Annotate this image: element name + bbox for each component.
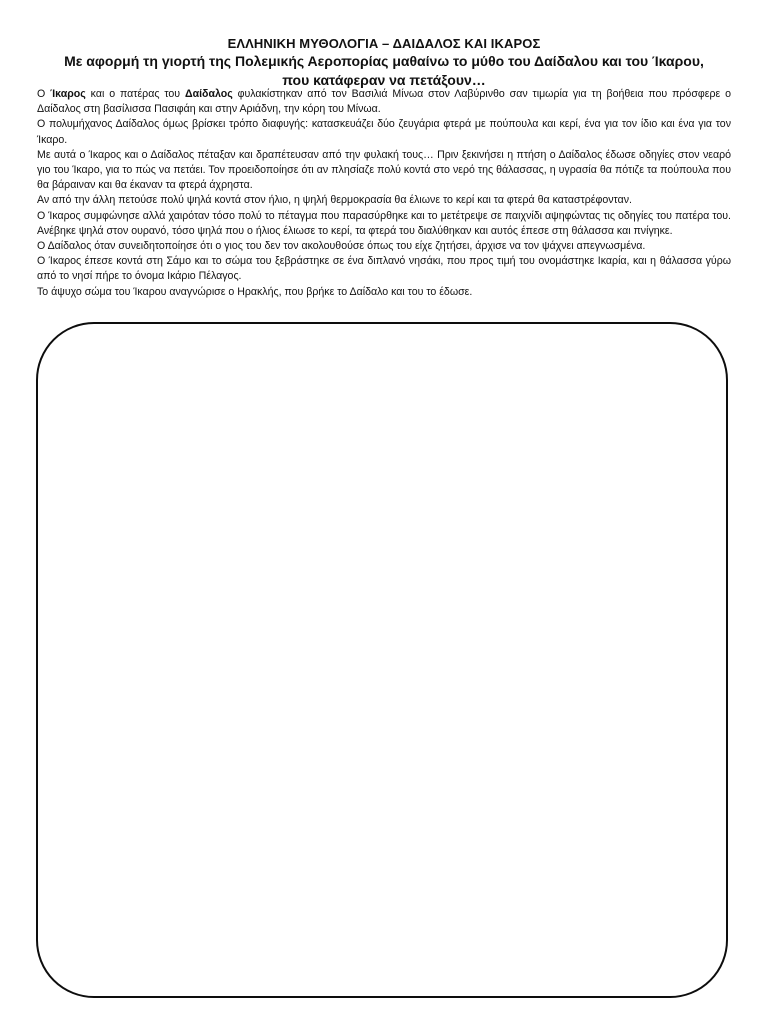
story-paragraph-5: Ο Ίκαρος συμφώνησε αλλά χαιρόταν τόσο πολύ το πέταγμα που παρασύρθηκε και το μετέτρεψε σε παιχνίδι αψηφώντας τις οδηγίες του πατέρα του. Ανέβηκε ψηλά στον ουρανό, τόσο ψηλά που ο ήλιος έλιωσε το κερί, τα φτερά του διαλύθηκαν και αυτός έπεσε στη θάλασσα και πνίγηκε.	[37, 209, 731, 237]
story-paragraph-3: Με αυτά ο Ίκαρος και ο Δαίδαλος πέταξαν και δραπέτευσαν από την φυλακή τους… Πριν ξεκινήσει η πτήση ο Δαίδαλος έδωσε οδηγίες στον νεαρό γιο του Ίκαρο, για το πώς να πετάει. Τον προειδοποίησε ότι αν πλησίαζε πολύ κοντά στο νερό της θάλασσας, η υγρασία θα πότιζε τα πούπουλα που θα βάραιναν και θα έκαναν τα φτερά άχρηστα.	[37, 148, 731, 192]
paragraph-1-rest: φυλακίστηκαν από τον Βασιλιά Μίνωα στον Λαβύρινθο σαν τιμωρία για τη βοήθεια που πρόσφερε ο Δαίδαλος στη βασίλισσα Πασιφάη και στην Αριάδνη, την κόρη του Μίνωα.	[37, 88, 731, 116]
story-paragraph-6: Ο Δαίδαλος όταν συνειδητοποίησε ότι ο γιος του δεν τον ακολουθούσε όπως του είχε ζητήσει, άρχισε να τον ψάχνει απεγνωσμένα.	[37, 240, 646, 253]
subtitle-line-2: που κατάφεραν να πετάξουν…	[282, 72, 486, 88]
name-daidalos: Δαίδαλος	[184, 88, 233, 100]
page-title: ΕΛΛΗΝΙΚΗ ΜΥΘΟΛΟΓΙΑ – ΔΑΙΔΑΛΟΣ ΚΑΙ ΙΚΑΡΟΣ	[227, 36, 541, 51]
story-paragraph-7: Ο Ίκαρος έπεσε κοντά στη Σάμο και το σώμα του ξεβράστηκε σε ένα διπλανό νησάκι, που προς τιμή του ονομάστηκε Ικαρία, και η θάλασσα γύρω από το νησί πήρε το όνομα Ικάριο Πέλαγος.	[37, 255, 731, 283]
paragraph-1-mid: και ο πατέρας του	[85, 88, 185, 100]
story-paragraph-8: Το άψυχο σώμα του Ίκαρου αναγνώρισε ο Ηρακλής, που βρήκε το Δαίδαλο και του το έδωσε.	[37, 285, 473, 298]
drawing-area-frame	[36, 322, 728, 998]
story-paragraph-4: Αν από την άλλη πετούσε πολύ ψηλά κοντά στον ήλιο, η ψηλή θερμοκρασία θα έλιωνε το κερί και τα φτερά θα καταστρέφονταν.	[37, 194, 632, 207]
story-paragraph-1	[37, 87, 731, 117]
subtitle-line-1: Με αφορμή τη γιορτή της Πολεμικής Αεροπορίας μαθαίνω το μύθο του Δαίδαλου και του Ίκαρου,	[64, 53, 704, 69]
paragraph-1-lead: Ο	[37, 88, 51, 100]
story-paragraph-2: Ο πολυμήχανος Δαίδαλος όμως βρίσκει τρόπο διαφυγής: κατασκευάζει δύο ζευγάρια φτερά με πούπουλα και κερί, ένα για τον ίδιο και ένα για τον Ίκαρο.	[37, 118, 731, 146]
story-text	[37, 87, 731, 300]
name-ikaros: Ίκαρος	[50, 88, 86, 100]
page-subtitle	[30, 52, 738, 90]
